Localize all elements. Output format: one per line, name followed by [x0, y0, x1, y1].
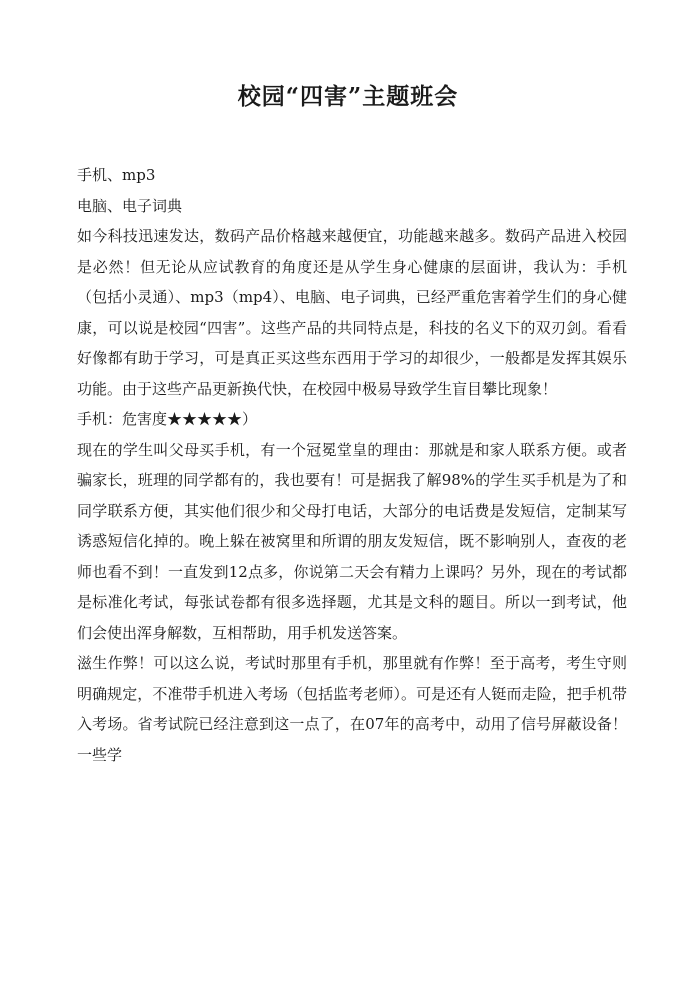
paragraph-devices-1: 手机、mp3	[77, 166, 156, 184]
paragraph-intro: 如今科技迅速发达，数码产品价格越来越便宜，功能越来越多。数码产品进入校园是必然！但无论从应试教育的角度还是从学生身心健康的层面讲，我认为：手机（包括小灵通）、mp3（mp4）、电脑、电子词典，已经严重危害着学生们的身心健康，可以说是校园“四害”。这些产品的共同特点是，科技的名义下的双刃剑。看看好像都有助于学习，可是真正买这些东西用于学习的却很少，一般都是发挥其娱乐功能。由于这些产品更新换代快，在校园中极易导致学生盲目攀比现象！	[77, 227, 627, 398]
paragraph-phone-reason: 现在的学生叫父母买手机，有一个冠冕堂皇的理由：那就是和家人联系方便。或者骗家长，班理的同学都有的，我也要有！可是据我了解98%的学生买手机是为了和同学联系方便，其实他们很少和父母打电话，大部分的电话费是发短信，定制某写诱惑短信化掉的。晚上躲在被窝里和所谓的朋友发短信，既不影响别人，查夜的老师也看不到！一直发到12点多，你说第二天会有精力上课吗？另外，现在的考试都是标准化考试，每张试卷都有很多选择题，尤其是文科的题目。所以一到考试，他们会使出浑身解数，互相帮助，用手机发送答案。	[77, 440, 627, 642]
paragraph-phone-heading: 手机：危害度★★★★★）	[77, 410, 258, 428]
document-title: 校园“四害”主题班会	[237, 83, 459, 110]
paragraph-devices-2: 电脑、电子词典	[77, 196, 183, 215]
paragraph-cheating: 滋生作弊！可以这么说，考试时那里有手机，那里就有作弊！至于高考，考生守则明确规定，不准带手机进入考场（包括监考老师）。可是还有人铤而走险，把手机带入考场。省考试院已经注意到这一点了，在07年的高考中，动用了信号屏蔽设备！一些学	[77, 654, 627, 764]
document-body	[77, 160, 627, 770]
